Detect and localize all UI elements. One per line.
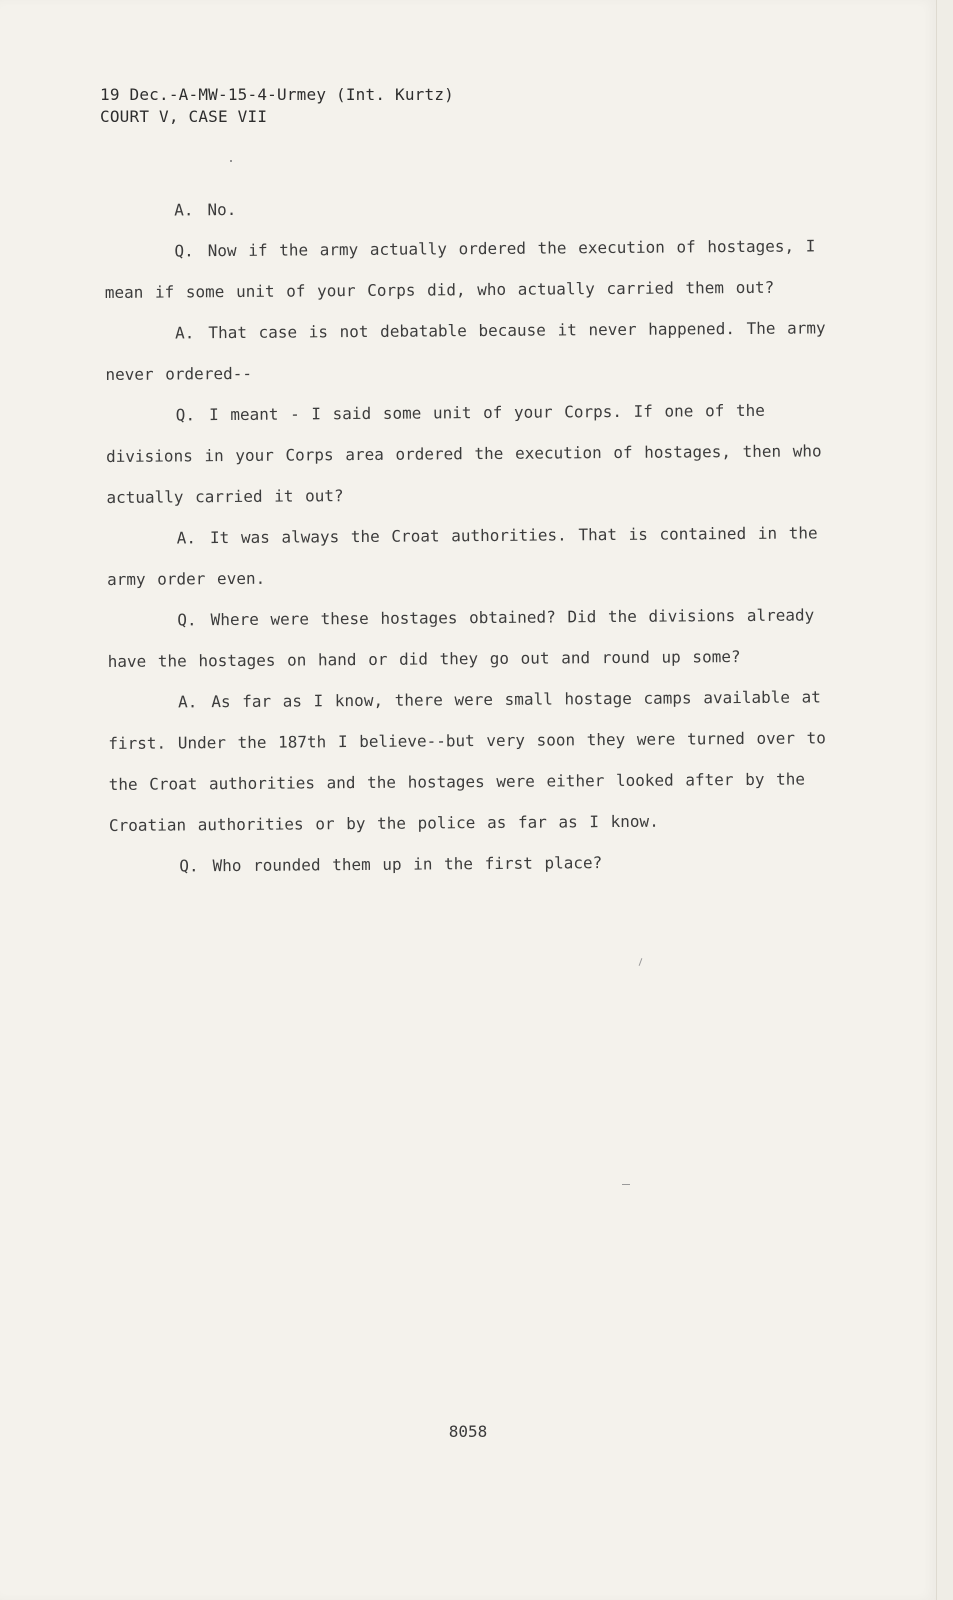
transcript-entry — [108, 676, 849, 846]
stray-mark — [230, 160, 232, 162]
paper-speck — [622, 1184, 630, 1185]
entry-text: No. — [207, 199, 237, 220]
transcript-entry — [104, 184, 844, 231]
transcript-entry — [107, 594, 848, 682]
speaker-label: Q. — [179, 856, 199, 876]
speaker-label: A. — [177, 692, 198, 712]
transcript-entry — [104, 225, 845, 313]
entry-text: Who rounded them up in the first place? — [212, 853, 603, 876]
document-header — [100, 84, 454, 128]
paper-speck — [639, 958, 643, 966]
entry-text: That case is not debatable because it never happened. The army never ordered-- — [105, 318, 826, 384]
entry-text: Where were these hostages obtained? Did the divisions already have the hostages on hand or did they go out and round up some? — [107, 605, 815, 671]
speaker-label: A. — [174, 200, 194, 220]
transcript-body — [104, 184, 849, 887]
header-line-2: COURT V, CASE VII — [100, 107, 268, 126]
speaker-label: A. — [176, 528, 197, 548]
entry-text: I meant - I said some unit of your Corps. If one of the divisions in your Corps area ordered the execution of hostages, then who actually carried it out? — [106, 400, 822, 507]
page-number: 8058 — [448, 1422, 488, 1441]
entry-text: Now if the army actually ordered the execution of hostages, I mean if some unit of your Corps did, who actually carried them out? — [104, 236, 816, 302]
speaker-label: Q. — [177, 610, 197, 630]
transcript-entry — [105, 307, 846, 395]
speaker-label: Q. — [174, 241, 194, 261]
transcript-entry — [106, 389, 847, 518]
transcript-entry — [107, 512, 848, 600]
entry-text: As far as I know, there were small hostage camps available at first. Under the 187th I believe--but very soon they were turned over to the Croat authorities and the hostages were either looked after by the Croatian authorities or by the police as far as I know. — [108, 687, 826, 835]
speaker-label: A. — [175, 323, 195, 343]
header-line-1: 19 Dec.-A-MW-15-4-Urmey (Int. Kurtz) — [100, 85, 454, 104]
entry-text: It was always the Croat authorities. That is contained in the army order even. — [106, 523, 818, 589]
transcript-entry — [109, 840, 849, 887]
speaker-label: Q. — [175, 405, 196, 425]
